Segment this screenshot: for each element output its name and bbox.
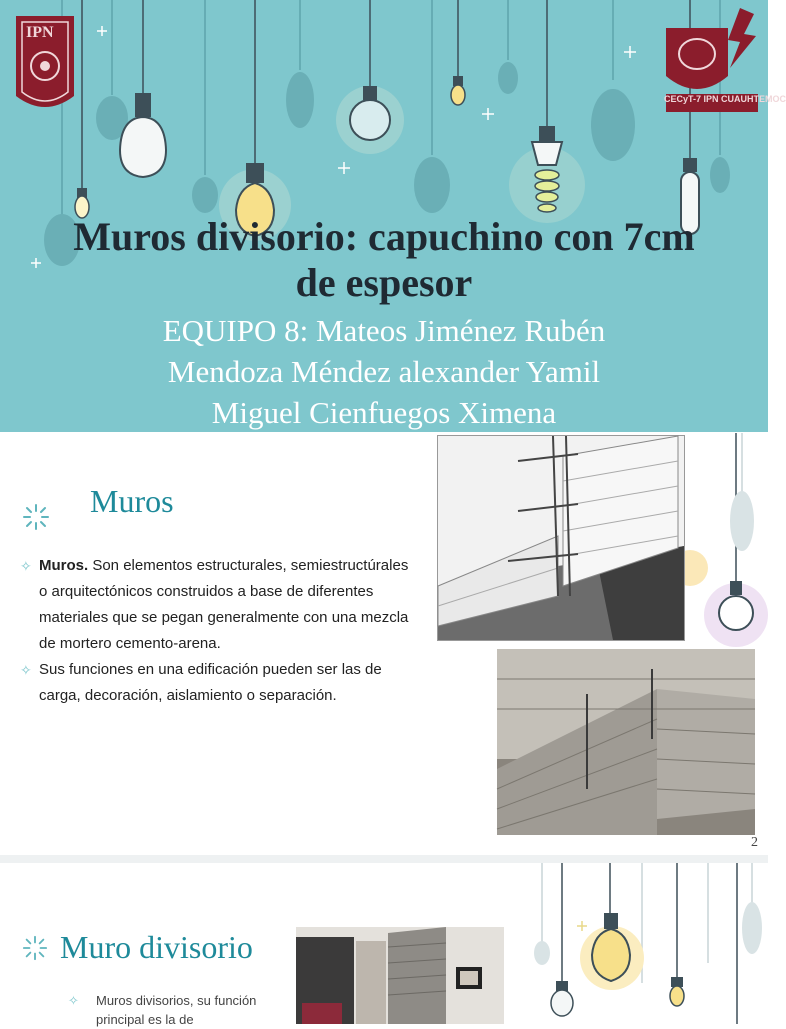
muros-slide [0, 433, 768, 855]
title-slide [0, 0, 786, 432]
team-line-3: Miguel Cienfuegos Ximena [211, 395, 557, 430]
bullet-bold: Muros. [39, 557, 89, 574]
bullet-item [20, 553, 420, 657]
sparkle-bullet-icon: ✧ [68, 993, 79, 1008]
bullet-text: Sus funciones en una edificación pueden ser las de carga, decoración, aislamiento o separación. [39, 661, 382, 704]
sparkle-icon [22, 503, 50, 531]
bullet-text: Son elementos estructurales, semiestructúrales o arquitectónicos construidos a base de diferentes materiales que se pegan generalmente con una mezcla de mortero cemento-arena. [39, 557, 409, 652]
title-line-1: Muros divisorio: capuchino con 7cm [73, 214, 695, 259]
team-members [0, 310, 768, 433]
bulbs-decoration [520, 863, 768, 1024]
bullet-list [20, 553, 420, 709]
bulbs-decoration [690, 433, 768, 663]
bullet-text: Muros divisorios, su función principal es la de [96, 993, 257, 1027]
team-line-2: Mendoza Méndez alexander Yamil [167, 354, 601, 389]
interior-partition-photo [296, 927, 504, 1024]
bullet-item [68, 991, 306, 1029]
bullet-item [20, 657, 420, 709]
muro-divisorio-slide [0, 863, 768, 1027]
presentation-title [0, 214, 768, 306]
title-line-2: de espesor [295, 260, 473, 305]
team-line-1: EQUIPO 8: Mateos Jiménez Rubén [162, 313, 606, 348]
sparkle-icon [22, 935, 48, 961]
block-wall-photo [497, 649, 755, 835]
sparkle-bullet-icon: ✧ [20, 662, 32, 678]
block-wall-render [437, 435, 685, 641]
cecyt-logo-text: CECyT-7 IPN CUAUHTEMOC [664, 94, 786, 104]
page-number: 2 [751, 835, 758, 850]
slide-heading: Muro divisorio [60, 929, 253, 965]
sparkle-bullet-icon: ✧ [20, 558, 32, 574]
slide-heading: Muros [90, 483, 174, 519]
ipn-logo-text: IPN [26, 24, 54, 41]
slide-separator [0, 855, 768, 863]
